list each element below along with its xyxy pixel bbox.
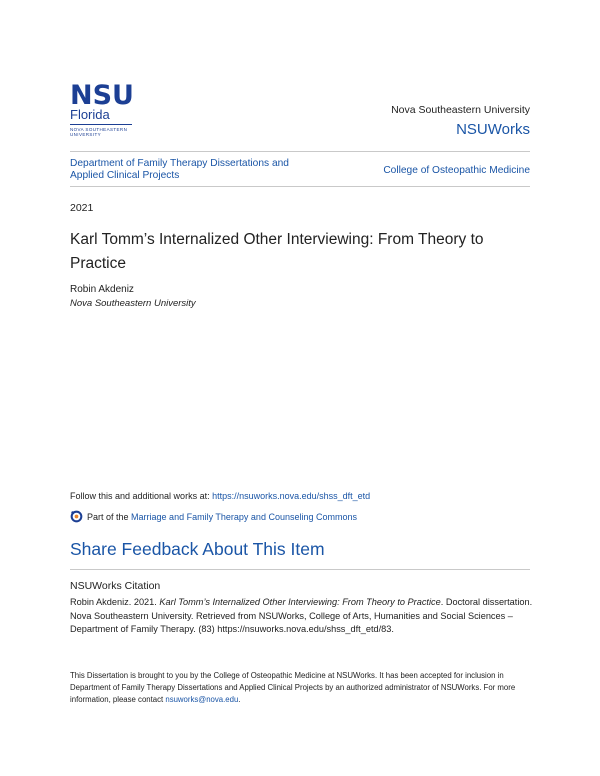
footer-notice (70, 670, 535, 706)
citation-rest: . Doctoral dissertation. Nova Southeastern University. Retrieved from NSUWorks, College of Arts, Humanities and Social Sciences – Department of Family Therapy. (83) https://nsuworks.nova.edu/shss_dft_etd/83. (70, 597, 533, 634)
logo-small-line2: UNIVERSITY (70, 132, 102, 137)
citation-title: Karl Tomm’s Internalized Other Interviewing: From Theory to Practice (159, 597, 441, 607)
nsu-florida-logo (70, 82, 140, 137)
part-of-line (70, 510, 357, 523)
footer-text: This Dissertation is brought to you by the College of Osteopathic Medicine at NSUWorks. It has been accepted for inclusion in Department of Family Therapy Dissertations and Applied Clinical Projects by an authorized administrator of NSUWorks. For more information, please contact (70, 671, 516, 704)
part-of-prefix: Part of the (87, 511, 129, 522)
department-link[interactable]: Department of Family Therapy Dissertations and Applied Clinical Projects (70, 158, 289, 181)
logo-divider (70, 124, 132, 125)
logo-florida-text: Florida (70, 107, 110, 122)
follow-url-link[interactable]: https://nsuworks.nova.edu/shss_dft_etd (212, 491, 371, 501)
commons-link[interactable]: Marriage and Family Therapy and Counseling Commons (131, 511, 357, 522)
follow-prefix: Follow this and additional works at: (70, 491, 213, 501)
header-divider-top (70, 151, 530, 152)
citation-lead: Robin Akdeniz. 2021. (70, 597, 160, 607)
logo-small-line1: NOVA SOUTHEASTERN (70, 127, 128, 132)
citation-body (70, 596, 535, 637)
share-feedback-link[interactable]: Share Feedback About This Item (70, 539, 325, 559)
logo-nsu-text: NSU (70, 80, 134, 111)
feedback-divider (70, 569, 530, 570)
footer-end: . (238, 695, 241, 704)
university-name: Nova Southeastern University (391, 104, 530, 116)
publication-year: 2021 (70, 202, 94, 214)
contact-email-link[interactable]: nsuworks@nova.edu (165, 695, 239, 704)
commons-network-icon (70, 510, 83, 523)
follow-line (70, 491, 370, 501)
document-title: Karl Tomm’s Internalized Other Interviewing: From Theory to Practice (70, 231, 484, 272)
nsuworks-link[interactable]: NSUWorks (456, 121, 530, 138)
author-affiliation: Nova Southeastern University (70, 298, 196, 309)
header-divider-bottom (70, 186, 530, 187)
citation-heading: NSUWorks Citation (70, 580, 161, 592)
author-name: Robin Akdeniz (70, 284, 134, 295)
college-link[interactable]: College of Osteopathic Medicine (383, 165, 530, 176)
